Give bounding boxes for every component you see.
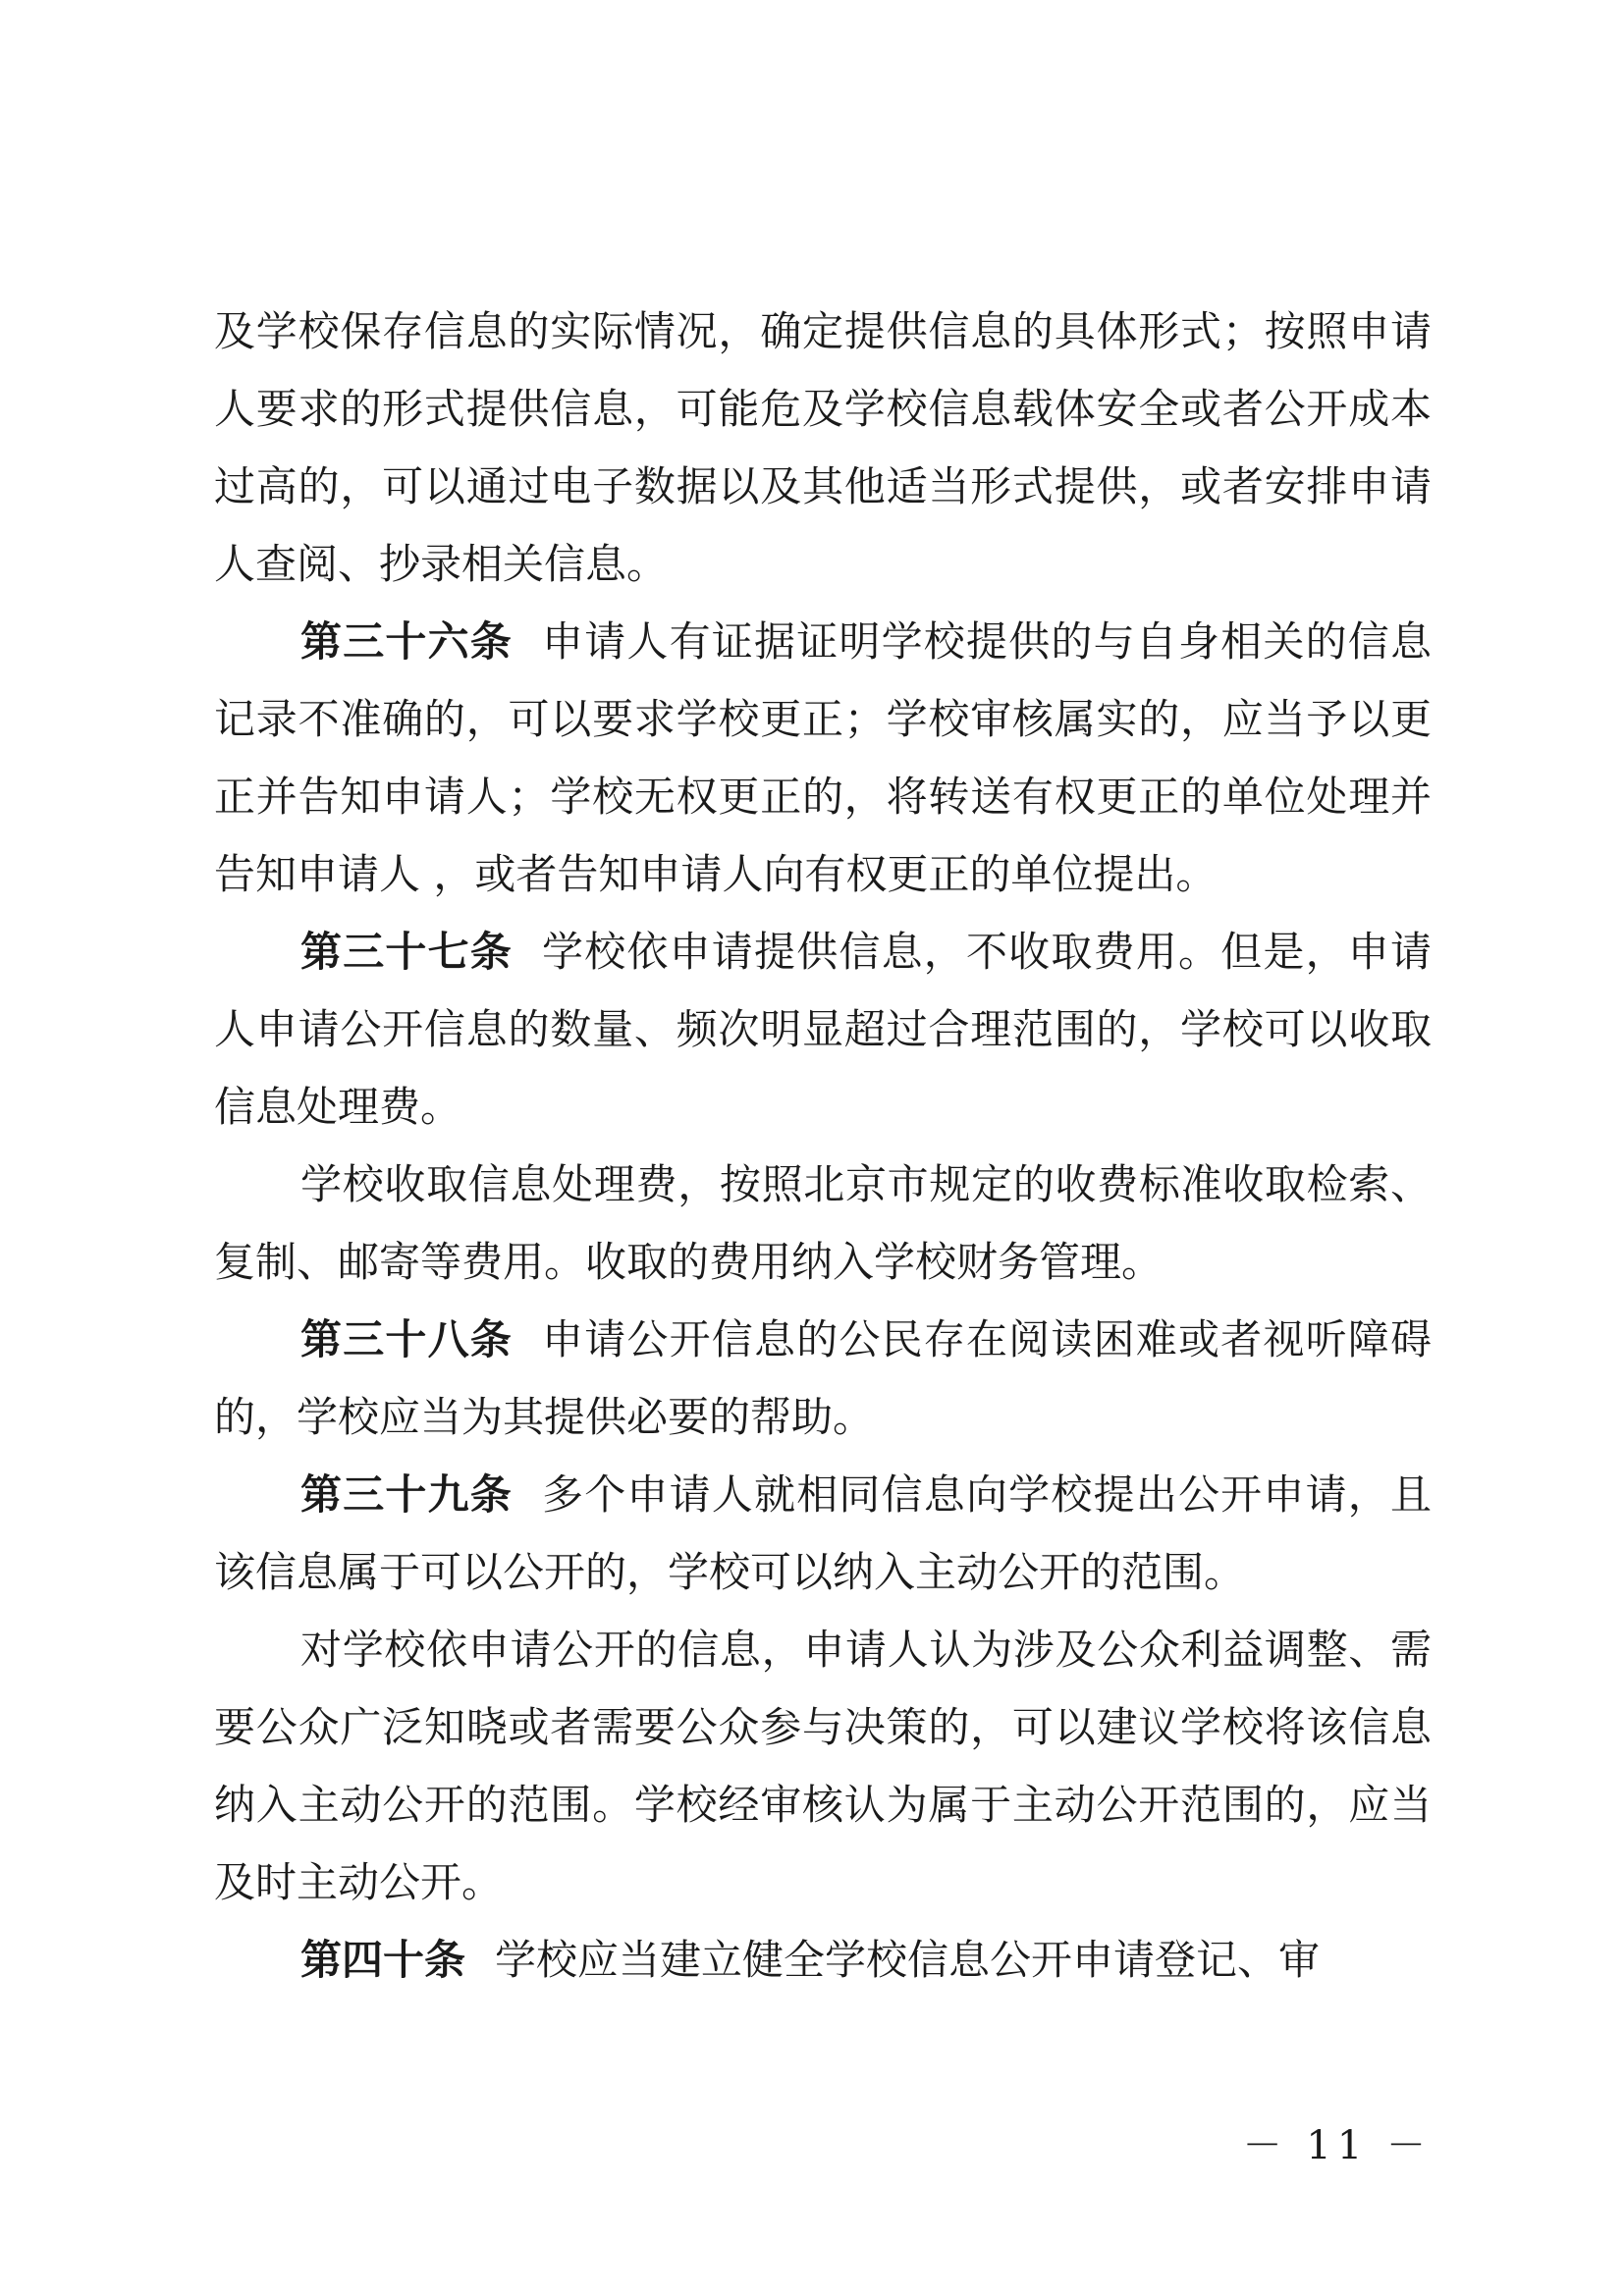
article-heading: 第四十条 xyxy=(300,1936,466,1984)
page-number: － 11 － xyxy=(1242,2123,1432,2168)
paragraph-text: 及学校保存信息的实际情况，确定提供信息的具体形式；按照申请人要求的形式提供信息，可能危及学校信息载体安全或者公开成本过高的，可以通过电子数据以及其他适当形式提供，或者安排申请人查阅、抄录相关信息。 xyxy=(214,307,1432,588)
article-40 xyxy=(214,1921,1432,1999)
article-heading: 第三十八条 xyxy=(300,1315,513,1363)
article-text: 多个申请人就相同信息向学校提出公开申请，且该信息属于可以公开的，学校可以纳入主动公开的范围。 xyxy=(214,1470,1432,1596)
paragraph-continuation xyxy=(214,293,1432,603)
article-heading: 第三十七条 xyxy=(300,928,513,976)
article-heading: 第三十九条 xyxy=(300,1470,513,1519)
article-37 xyxy=(214,913,1432,1146)
article-37-paragraph-2 xyxy=(214,1146,1432,1301)
body-text xyxy=(214,293,1432,1999)
article-39 xyxy=(214,1456,1432,1611)
article-38 xyxy=(214,1301,1432,1456)
article-39-paragraph-2 xyxy=(214,1611,1432,1921)
paragraph-text: 学校收取信息处理费，按照北京市规定的收费标准收取检索、复制、邮寄等费用。收取的费用纳入学校财务管理。 xyxy=(214,1160,1432,1286)
article-text: 学校依申请提供信息，不收取费用。但是，申请人申请公开信息的数量、频次明显超过合理范围的，学校可以收取信息处理费。 xyxy=(214,928,1432,1131)
paragraph-text: 对学校依申请公开的信息，申请人认为涉及公众利益调整、需要公众广泛知晓或者需要公众参与决策的，可以建议学校将该信息纳入主动公开的范围。学校经审核认为属于主动公开范围的，应当及时主动公开。 xyxy=(214,1626,1432,1906)
article-36 xyxy=(214,603,1432,913)
article-text: 申请公开信息的公民存在阅读困难或者视听障碍的，学校应当为其提供必要的帮助。 xyxy=(214,1315,1432,1441)
article-text: 学校应当建立健全学校信息公开申请登记、审 xyxy=(495,1936,1321,1984)
article-heading: 第三十六条 xyxy=(300,617,513,666)
article-text: 申请人有证据证明学校提供的与自身相关的信息记录不准确的，可以要求学校更正；学校审核属实的，应当予以更正并告知申请人；学校无权更正的，将转送有权更正的单位处理并告知申请人 ，或者告知申请人向有权更正的单位提出。 xyxy=(214,617,1432,898)
